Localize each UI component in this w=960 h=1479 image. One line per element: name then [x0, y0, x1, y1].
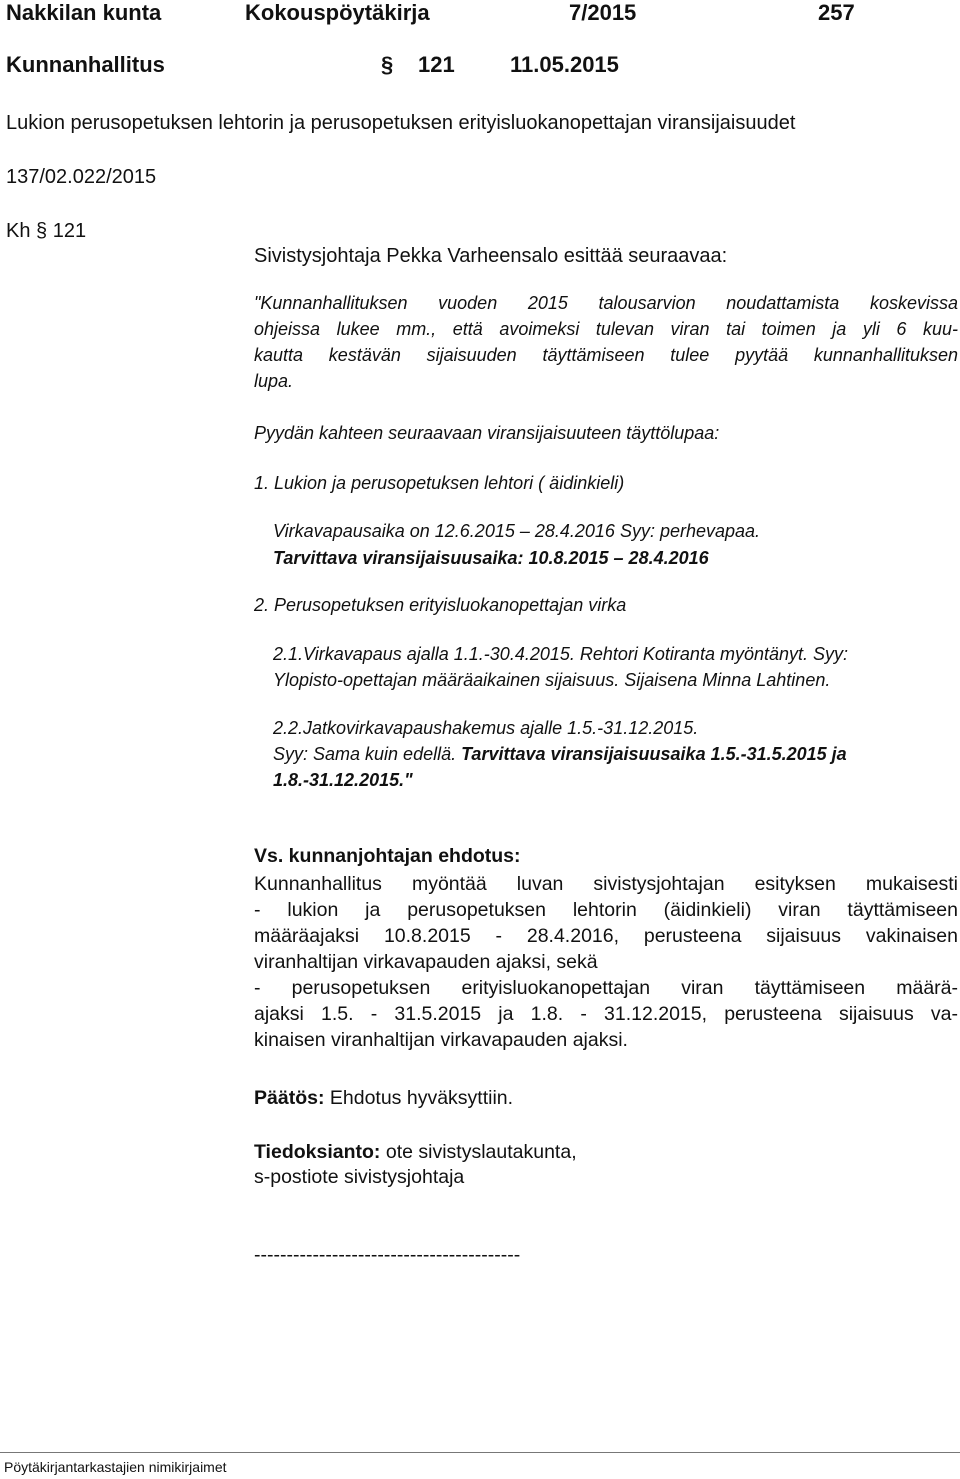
item1-leave: Virkavapausaika on 12.6.2015 – 28.4.2016 Syy: perhevapaa. — [273, 521, 761, 541]
decision-text: Ehdotus hyväksyttiin. — [329, 1087, 514, 1109]
item1-needed: Tarvittava viransijaisuusaika: 10.8.2015 – 28.4.2016 — [273, 548, 709, 568]
presenter-line: Sivistysjohtaja Pekka Varheensalo esittää seuraavaa: — [254, 245, 728, 267]
decision-label: Päätös: — [254, 1087, 325, 1109]
kh-section-symbol: § — [36, 220, 48, 242]
item2-reason: Syy: Sama kuin edellä. — [273, 744, 457, 764]
kh-section-ref — [6, 220, 86, 243]
proposal-line: Kunnanhallitus myöntää luvan sivistysjohtajan esityksen mukaisesti — [254, 873, 958, 895]
section-symbol: § — [381, 52, 394, 77]
item2-sub2-line2 — [273, 744, 847, 765]
item2-sub2-line1: 2.2.Jatkovirkavapaushakemus ajalle 1.5.-31.12.2015. — [273, 718, 699, 738]
proposal-line: määräajaksi 10.8.2015 - 28.4.2016, perusteena sijaisuus vakinaisen — [254, 925, 958, 947]
kh-number: 121 — [52, 220, 87, 242]
separator-dashes: ----------------------------------------- — [254, 1244, 521, 1266]
item1-title: 1. Lukion ja perusopetuksen lehtori ( äidinkieli) — [254, 473, 625, 493]
proposal-line: - perusopetuksen erityisluokanopettajan viran täyttämiseen määrä- — [254, 977, 958, 999]
proposal-line: - lukion ja perusopetuksen lehtorin (äidinkieli) viran täyttämiseen — [254, 899, 958, 921]
quote-line: kautta kestävän sijaisuuden täyttämiseen tulee pyytää kunnanhallituksen — [254, 345, 958, 365]
proposal-heading: Vs. kunnanjohtajan ehdotus: — [254, 845, 521, 867]
meeting-date: 11.05.2015 — [510, 52, 619, 77]
quote-line: lupa. — [254, 371, 294, 391]
file-number: 137/02.022/2015 — [6, 166, 157, 188]
section-number: 121 — [418, 52, 455, 77]
proposal-text — [254, 871, 958, 1053]
decision — [254, 1087, 513, 1110]
item2-sub2-line3: 1.8.-31.12.2015." — [273, 770, 413, 790]
document-type: Kokouspöytäkirja — [245, 0, 430, 25]
quote-line: ohjeissa lukee mm., että avoimeksi tulevan viran tai toimen ja yli 6 kuu- — [254, 319, 958, 339]
subject-title: Lukion perusopetuksen lehtorin ja perusopetuksen erityisluokanopettajan viransijaisuudet — [6, 112, 796, 134]
municipality-name: Nakkilan kunta — [6, 0, 162, 25]
item2-sub1-line1: 2.1.Virkavapaus ajalla 1.1.-30.4.2015. Rehtori Kotiranta myöntänyt. Syy: — [273, 644, 848, 664]
notice-label: Tiedoksianto: — [254, 1141, 381, 1163]
proposal-line: viranhaltijan virkavapauden ajaksi, sekä — [254, 951, 598, 973]
item2-sub1-line2: Ylopisto-opettajan määräaikainen sijaisuus. Sijaisena Minna Lahtinen. — [273, 670, 831, 690]
kh-label: Kh — [6, 220, 31, 242]
quote-line: "Kunnanhallituksen vuoden 2015 talousarvion noudattamista koskevissa — [254, 293, 958, 313]
item2-needed: Tarvittava viransijaisuusaika 1.5.-31.5.2015 ja — [461, 744, 847, 764]
governing-body: Kunnanhallitus — [6, 52, 165, 77]
page-number: 257 — [818, 0, 855, 25]
quote-paragraph — [254, 290, 958, 394]
notice-line1 — [254, 1141, 577, 1164]
notice-recipient-1: ote sivistyslautakunta, — [385, 1141, 577, 1163]
footer-rule — [0, 1452, 960, 1453]
proposal-line: kinaisen viranhaltijan virkavapauden ajaksi. — [254, 1029, 628, 1051]
notice-recipient-2: s-postiote sivistysjohtaja — [254, 1166, 465, 1188]
item2-title: 2. Perusopetuksen erityisluokanopettajan virka — [254, 595, 627, 615]
request-intro: Pyydän kahteen seuraavaan viransijaisuuteen täyttölupaa: — [254, 423, 720, 443]
meeting-number: 7/2015 — [569, 0, 637, 25]
footer-initials-label: Pöytäkirjantarkastajien nimikirjaimet — [4, 1459, 227, 1475]
proposal-line: ajaksi 1.5. - 31.5.2015 ja 1.8. - 31.12.2015, perusteena sijaisuus va- — [254, 1003, 958, 1025]
